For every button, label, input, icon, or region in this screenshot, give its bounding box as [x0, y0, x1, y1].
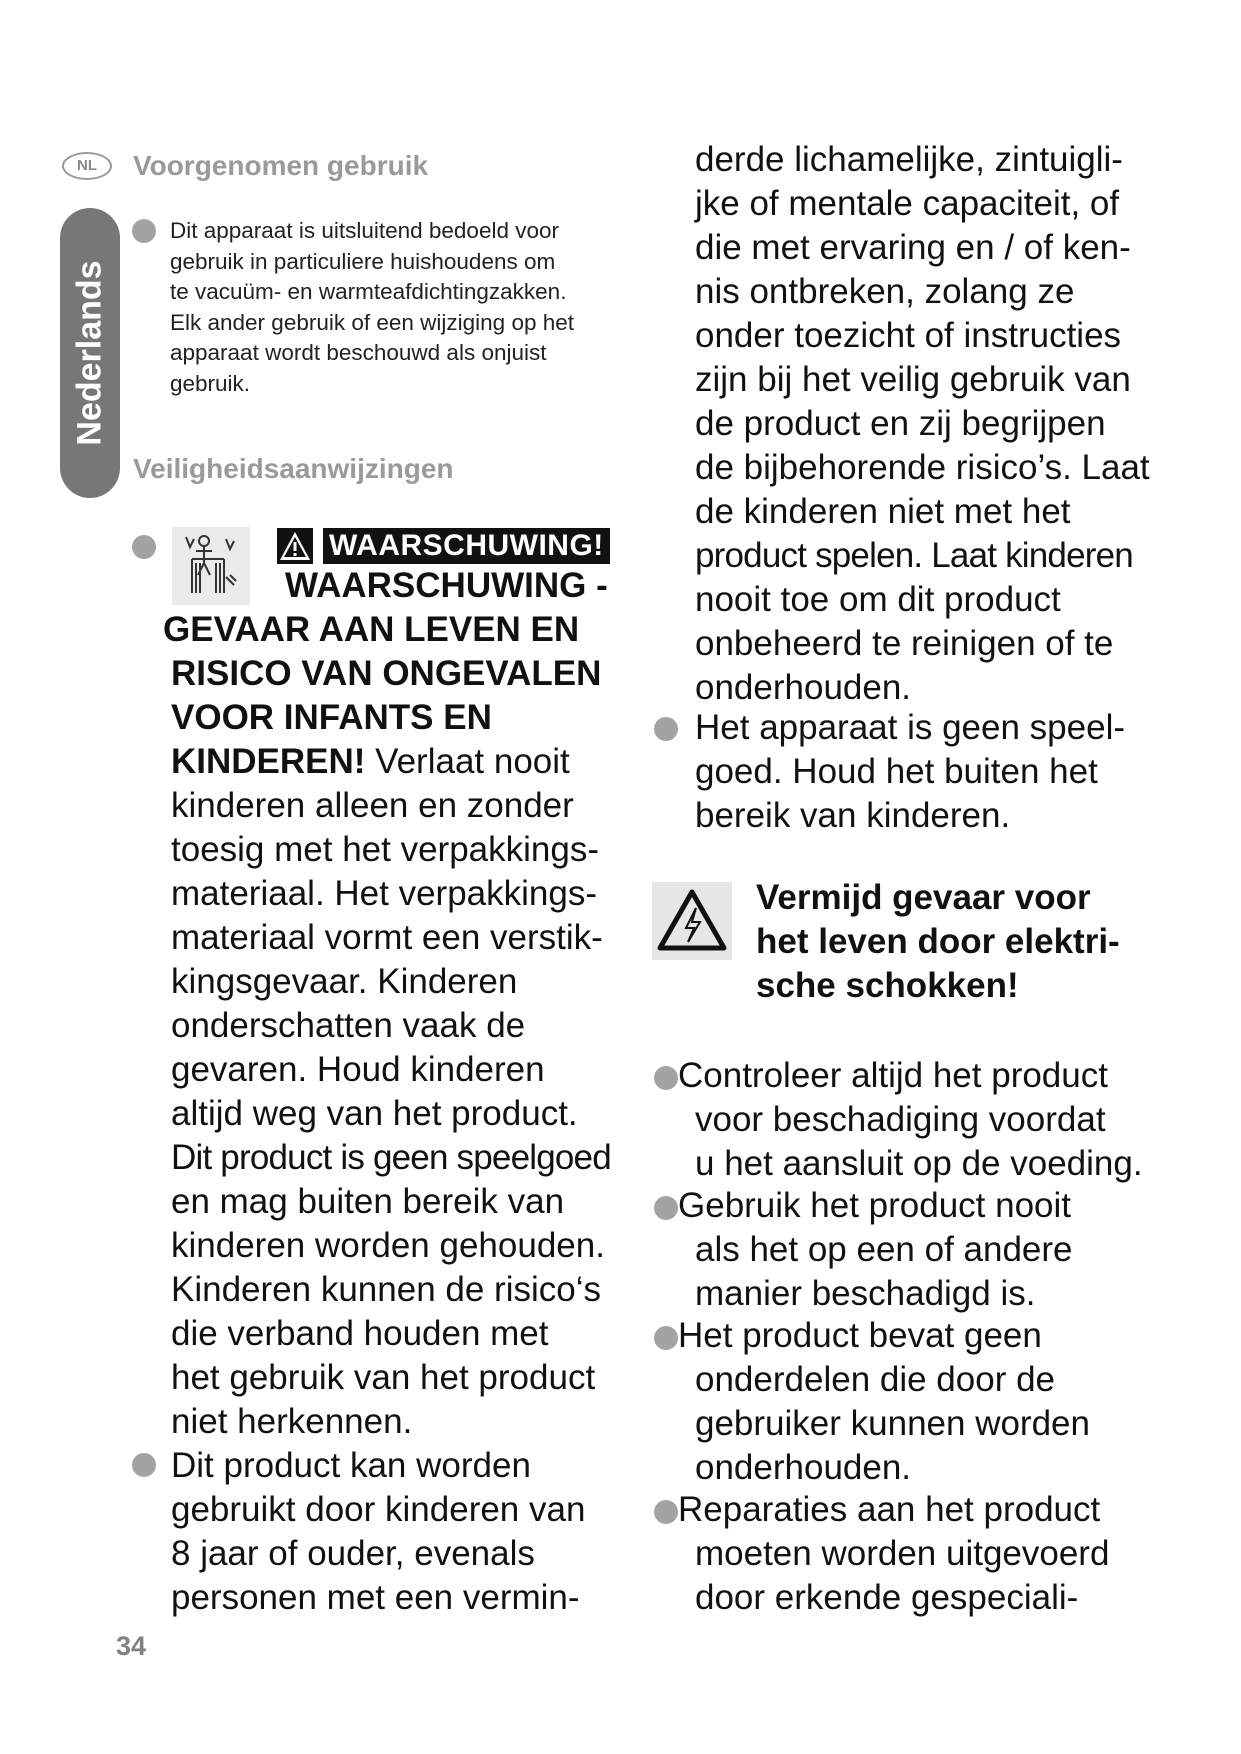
bullet-icon: [654, 1196, 678, 1220]
text-line: Reparaties aan het product: [678, 1490, 1101, 1529]
text-line: derde lichamelijke, zintuigli-: [695, 140, 1123, 179]
repair-item-first-line: [678, 1488, 1100, 1532]
warning-heading-line: RISICO VAN ONGEVALEN: [171, 654, 602, 693]
text-line: gebruikt door kinderen van: [171, 1490, 586, 1529]
warning-heading-line: [171, 742, 570, 782]
text-line: product spelen. Laat kinderen: [695, 536, 1133, 575]
text-line: Dit product is geen speelgoed: [171, 1138, 611, 1177]
text-line: Elk ander gebruik of een wijziging op het: [170, 309, 575, 335]
text-line: onderdelen die door de: [695, 1360, 1056, 1399]
text-line: personen met een vermin-: [171, 1578, 580, 1617]
text-line: onder toezicht of instructies: [695, 316, 1122, 355]
text-line: het leven door elektri-: [756, 922, 1120, 961]
text-line: materiaal. Het verpakkings-: [171, 874, 597, 913]
text-line: 8 jaar of ouder, evenals: [171, 1534, 535, 1573]
warning-triangle-icon: [277, 528, 313, 564]
text-line: de kinderen niet met het: [695, 492, 1071, 531]
text-line: voor beschadiging voordat: [695, 1100, 1106, 1139]
text-line: gevaren. Houd kinderen: [171, 1050, 545, 1089]
warning-heading-line: GEVAAR AAN LEVEN EN: [163, 610, 580, 649]
check-item-rest: [695, 1098, 1143, 1186]
text-line: gebruiker kunnen worden: [695, 1404, 1090, 1443]
section-title-intended-use: Voorgenomen gebruik: [133, 150, 429, 181]
text-line: moeten worden uitgevoerd: [695, 1534, 1110, 1573]
text-line: zijn bij het veilig gebruik van: [695, 360, 1131, 399]
text-line: altijd weg van het product.: [171, 1094, 578, 1133]
text-line: bereik van kinderen.: [695, 796, 1011, 835]
text-line: die met ervaring en / of ken-: [695, 228, 1131, 267]
text-line: nis ontbreken, zolang ze: [695, 272, 1075, 311]
text-line: gebruik.: [170, 370, 251, 396]
side-tab-label: Nederlands: [70, 260, 109, 446]
text-line: manier beschadigd is.: [695, 1274, 1036, 1313]
child-warning-icon: [172, 527, 250, 605]
text-line: te vacuüm- en warmteafdichtingzakken.: [170, 279, 567, 304]
warning-heading-bold: KINDEREN!: [171, 742, 366, 781]
bullet-icon: [132, 1453, 156, 1477]
text-line: onderhouden.: [695, 1448, 912, 1487]
text-line: het gebruik van het product: [171, 1358, 596, 1397]
text-line: als het op een of andere: [695, 1230, 1073, 1269]
warning-body: [171, 784, 611, 1444]
text-line: kingsgevaar. Kinderen: [171, 962, 518, 1001]
text-line: apparaat wordt beschouwd als onjuist: [170, 340, 547, 365]
text-line: toesig met het verpakkings-: [171, 830, 599, 869]
bullet-icon: [654, 1066, 678, 1090]
bullet-icon: [654, 1500, 678, 1524]
electric-shock-warning-icon: [652, 882, 732, 960]
warning-heading-rest: Verlaat nooit: [365, 742, 570, 781]
warning-badge: [277, 528, 610, 564]
intended-use-paragraph: [170, 216, 630, 399]
parts-item-rest: [695, 1358, 1090, 1490]
text-line: jke of mentale capaciteit, of: [695, 184, 1120, 223]
text-line: kinderen worden gehouden.: [171, 1226, 605, 1265]
text-line: die verband houden met: [171, 1314, 549, 1353]
warning-heading-line: WAARSCHUWING -: [285, 566, 608, 605]
text-line: onderschatten vaak de: [171, 1006, 526, 1045]
text-line: Het apparaat is geen speel-: [695, 708, 1125, 747]
section-title-safety: Veiligheidsaanwijzingen: [133, 453, 454, 484]
parts-item-first-line: [678, 1314, 1042, 1358]
text-line: gebruik in particuliere huishoudens om: [170, 248, 556, 274]
warning-badge-label: WAARSCHUWING!: [323, 528, 610, 564]
bullet-icon: [132, 535, 156, 559]
text-line: nooit toe om dit product: [695, 580, 1061, 619]
warning-heading-line: VOOR INFANTS EN: [171, 698, 492, 737]
text-line: onderhouden.: [695, 668, 912, 707]
text-line: de product en zij begrijpen: [695, 404, 1106, 443]
page-number: 34: [116, 1631, 147, 1661]
continuation-paragraph: [695, 138, 1150, 710]
text-line: niet herkennen.: [171, 1402, 413, 1441]
text-line: Controleer altijd het product: [678, 1056, 1108, 1095]
text-line: de bijbehorende risico’s. Laat: [695, 448, 1150, 487]
check-item-first-line: [678, 1054, 1108, 1098]
electric-warning-heading: [756, 876, 1120, 1008]
children-use-paragraph: [171, 1444, 585, 1620]
bullet-icon: [132, 219, 156, 243]
text-line: Dit product kan worden: [171, 1446, 531, 1485]
text-line: Het product bevat geen: [678, 1316, 1042, 1355]
language-side-tab: [60, 208, 120, 498]
text-line: Kinderen kunnen de risico‘s: [171, 1270, 601, 1309]
text-line: sche schokken!: [756, 966, 1019, 1005]
text-line: Gebruik het product nooit: [678, 1186, 1072, 1225]
text-line: Dit apparaat is uitsluitend bedoeld voor: [170, 218, 559, 243]
text-line: materiaal vormt een verstik-: [171, 918, 603, 957]
repair-item-rest: [695, 1532, 1109, 1620]
text-line: Vermijd gevaar voor: [756, 878, 1091, 917]
bullet-icon: [654, 717, 678, 741]
text-line: onbeheerd te reinigen of te: [695, 624, 1114, 663]
bullet-icon: [654, 1326, 678, 1350]
text-line: u het aansluit op de voeding.: [695, 1144, 1143, 1183]
damaged-item-rest: [695, 1228, 1073, 1316]
language-badge: NL: [62, 152, 112, 180]
text-line: en mag buiten bereik van: [171, 1182, 565, 1221]
text-line: door erkende gespeciali-: [695, 1578, 1079, 1617]
text-line: kinderen alleen en zonder: [171, 786, 574, 825]
text-line: goed. Houd het buiten het: [695, 752, 1098, 791]
toy-paragraph: [695, 706, 1125, 838]
damaged-item-first-line: [678, 1184, 1071, 1228]
